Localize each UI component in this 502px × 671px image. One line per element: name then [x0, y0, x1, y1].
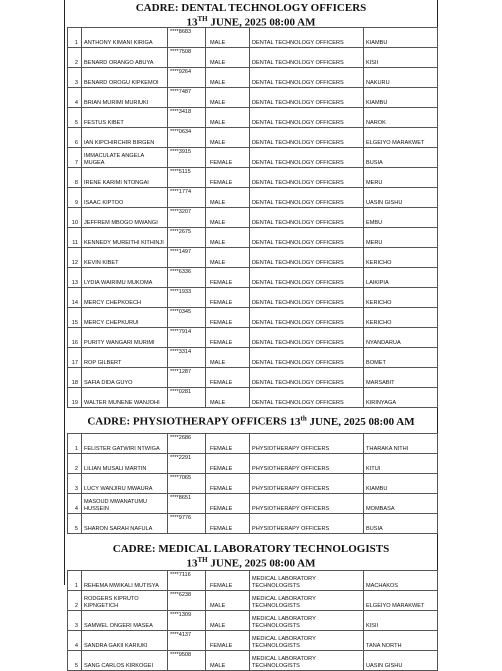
candidate-county: BOMET: [364, 348, 438, 368]
table-row: [68, 108, 438, 128]
row-number: 2: [68, 48, 82, 68]
cadre-title: CADRE: MEDICAL LABORATORY TECHNOLOGISTS: [112, 543, 390, 555]
candidate-county: LAIKIPIA: [364, 268, 438, 288]
candidate-county: MACHAKOS: [364, 571, 438, 591]
row-number: 4: [68, 631, 82, 651]
candidate-gender: FEMALE: [206, 268, 250, 288]
candidate-id: ****3418: [168, 108, 206, 128]
candidate-cadre: DENTAL TECHNOLOGY OFFICERS: [250, 88, 364, 108]
candidate-id: ****7487: [168, 88, 206, 108]
candidate-county: KERICHO: [364, 288, 438, 308]
row-number: 9: [68, 188, 82, 208]
table-row: [68, 631, 438, 651]
candidate-id: ****6336: [168, 268, 206, 288]
cadre-title: CADRE: PHYSIOTHERAPY OFFICERS: [87, 415, 290, 428]
table-row: [68, 68, 438, 88]
candidate-county: NAROK: [364, 108, 438, 128]
candidate-county: KIAMBU: [364, 474, 438, 494]
row-number: 16: [68, 328, 82, 348]
table-row: [68, 28, 438, 48]
candidate-gender: MALE: [206, 388, 250, 408]
candidate-gender: FEMALE: [206, 454, 250, 474]
candidate-gender: FEMALE: [206, 474, 250, 494]
table-row: [68, 494, 438, 514]
candidate-county: MOMBASA: [364, 494, 438, 514]
candidate-name: KENNEDY MUREITHI KITHINJI: [82, 228, 168, 248]
candidate-gender: FEMALE: [206, 494, 250, 514]
candidate-id: ****9776: [168, 514, 206, 534]
candidate-name: BENARD OROGU KIPKEMOI: [82, 68, 168, 88]
candidate-id: ****7508: [168, 48, 206, 68]
candidate-county: KIAMBU: [364, 88, 438, 108]
candidate-name: LUCY WANJIRU MWAURA: [82, 474, 168, 494]
candidate-county: MARSABIT: [364, 368, 438, 388]
candidate-id: ****1933: [168, 288, 206, 308]
candidate-id: ****5115: [168, 168, 206, 188]
row-number: 2: [68, 454, 82, 474]
table-row: [68, 368, 438, 388]
candidate-cadre: DENTAL TECHNOLOGY OFFICERS: [250, 28, 364, 48]
candidate-gender: MALE: [206, 348, 250, 368]
row-number: 2: [68, 591, 82, 611]
table-row: [68, 88, 438, 108]
table-row: [68, 148, 438, 168]
candidate-id: ****2291: [168, 454, 206, 474]
candidate-county: KISII: [364, 48, 438, 68]
candidate-name: MERCY CHEPKURUI: [82, 308, 168, 328]
candidate-cadre: DENTAL TECHNOLOGY OFFICERS: [250, 68, 364, 88]
candidate-cadre: MEDICAL LABORATORY TECHNOLOGISTS: [250, 631, 364, 651]
candidate-gender: FEMALE: [206, 308, 250, 328]
table-row: [68, 454, 438, 474]
candidate-name: KEVIN KIBET: [82, 248, 168, 268]
candidate-gender: MALE: [206, 88, 250, 108]
candidate-gender: FEMALE: [206, 631, 250, 651]
section-heading-dental: [65, 0, 437, 27]
interview-date: 13TH JUNE, 2025 08:00 AM: [186, 15, 316, 29]
candidate-name: PURITY WANGARI MURIMI: [82, 328, 168, 348]
candidate-gender: MALE: [206, 208, 250, 228]
row-number: 4: [68, 494, 82, 514]
candidate-id: ****4137: [168, 631, 206, 651]
table-row: [68, 188, 438, 208]
row-number: 1: [68, 571, 82, 591]
row-number: 7: [68, 148, 82, 168]
row-number: 12: [68, 248, 82, 268]
candidate-cadre: MEDICAL LABORATORY TECHNOLOGISTS: [250, 571, 364, 591]
candidate-cadre: PHYSIOTHERAPY OFFICERS: [250, 514, 364, 534]
row-number: 1: [68, 434, 82, 454]
candidates-table-medical-lab: [67, 570, 438, 671]
candidate-cadre: DENTAL TECHNOLOGY OFFICERS: [250, 168, 364, 188]
candidate-cadre: PHYSIOTHERAPY OFFICERS: [250, 434, 364, 454]
candidate-gender: MALE: [206, 228, 250, 248]
candidate-name: BENARD ORANGO ABUYA: [82, 48, 168, 68]
row-number: 13: [68, 268, 82, 288]
candidate-gender: FEMALE: [206, 168, 250, 188]
section-heading-medical-lab: [65, 534, 437, 570]
candidate-name: MASOUD MWANATUMU HUSSEIN: [82, 494, 168, 514]
candidate-cadre: DENTAL TECHNOLOGY OFFICERS: [250, 48, 364, 68]
candidate-name: IMMACULATE ANGELA MUGEA: [82, 148, 168, 168]
candidate-county: BUSIA: [364, 148, 438, 168]
candidate-gender: FEMALE: [206, 434, 250, 454]
candidate-cadre: PHYSIOTHERAPY OFFICERS: [250, 474, 364, 494]
candidate-gender: MALE: [206, 28, 250, 48]
candidate-id: ****8651: [168, 494, 206, 514]
candidate-county: UASIN GISHU: [364, 188, 438, 208]
candidate-county: KERICHO: [364, 308, 438, 328]
candidate-gender: MALE: [206, 108, 250, 128]
candidate-gender: FEMALE: [206, 514, 250, 534]
shortlist-document: [65, 0, 437, 671]
candidate-gender: FEMALE: [206, 288, 250, 308]
candidate-county: NYANDARUA: [364, 328, 438, 348]
table-row: [68, 388, 438, 408]
candidate-county: ELGEIYO MARAKWET: [364, 128, 438, 148]
row-number: 6: [68, 128, 82, 148]
candidate-id: ****3915: [168, 148, 206, 168]
candidate-cadre: DENTAL TECHNOLOGY OFFICERS: [250, 268, 364, 288]
candidate-county: ELGEIYO MARAKWET: [364, 591, 438, 611]
row-number: 3: [68, 474, 82, 494]
table-row: [68, 268, 438, 288]
candidate-id: ****2686: [168, 434, 206, 454]
row-number: 17: [68, 348, 82, 368]
candidate-cadre: DENTAL TECHNOLOGY OFFICERS: [250, 368, 364, 388]
candidate-county: MERU: [364, 168, 438, 188]
candidate-cadre: DENTAL TECHNOLOGY OFFICERS: [250, 188, 364, 208]
section-heading-physiotherapy: [65, 408, 437, 433]
candidate-id: ****7065: [168, 474, 206, 494]
candidate-county: KISII: [364, 611, 438, 631]
candidate-gender: FEMALE: [206, 571, 250, 591]
candidates-table-dental: [67, 27, 438, 408]
candidate-gender: MALE: [206, 651, 250, 671]
candidate-name: LYDIA WAIRIMU MUKOMA: [82, 268, 168, 288]
candidate-county: BUSIA: [364, 514, 438, 534]
table-row: [68, 308, 438, 328]
candidate-id: ****9508: [168, 651, 206, 671]
candidate-id: ****1774: [168, 188, 206, 208]
table-row: [68, 168, 438, 188]
candidate-cadre: DENTAL TECHNOLOGY OFFICERS: [250, 328, 364, 348]
candidate-county: KERICHO: [364, 248, 438, 268]
candidate-name: SAFIA DIDA GUYO: [82, 368, 168, 388]
candidate-id: ****6238: [168, 591, 206, 611]
table-row: [68, 514, 438, 534]
candidate-name: IAN KIPCHIRCHIR BIRGEN: [82, 128, 168, 148]
row-number: 5: [68, 514, 82, 534]
candidate-name: ANTHONY KIMANI KIRIGA: [82, 28, 168, 48]
candidate-name: SAMWEL ONGERI MASEA: [82, 611, 168, 631]
candidate-id: ****7116: [168, 571, 206, 591]
table-row: [68, 328, 438, 348]
row-number: 10: [68, 208, 82, 228]
candidate-name: IRENE KARIMI NTONGAI: [82, 168, 168, 188]
candidate-id: ****9264: [168, 68, 206, 88]
candidate-cadre: DENTAL TECHNOLOGY OFFICERS: [250, 208, 364, 228]
candidate-name: SANDRA GAKII KARIUKI: [82, 631, 168, 651]
table-row: [68, 651, 438, 671]
candidate-id: ****0281: [168, 388, 206, 408]
candidate-cadre: DENTAL TECHNOLOGY OFFICERS: [250, 148, 364, 168]
row-number: 8: [68, 168, 82, 188]
table-row: [68, 434, 438, 454]
candidate-cadre: DENTAL TECHNOLOGY OFFICERS: [250, 248, 364, 268]
interview-date: 13TH JUNE, 2025 08:00 AM: [186, 556, 316, 570]
candidate-name: SHARON SARAH NAFULA: [82, 514, 168, 534]
row-number: 5: [68, 651, 82, 671]
candidate-gender: MALE: [206, 188, 250, 208]
table-row: [68, 48, 438, 68]
interview-date: 13th JUNE, 2025 08:00 AM: [289, 414, 415, 428]
row-number: 11: [68, 228, 82, 248]
table-row: [68, 591, 438, 611]
row-number: 15: [68, 308, 82, 328]
candidate-name: REHEMA MWIKALI MUTISYA: [82, 571, 168, 591]
row-number: 18: [68, 368, 82, 388]
table-row: [68, 248, 438, 268]
candidate-name: SANG CARLOS KIRKOGEI: [82, 651, 168, 671]
candidate-gender: MALE: [206, 128, 250, 148]
candidate-gender: MALE: [206, 611, 250, 631]
candidate-name: BRIAN MURIMI MURIUKI: [82, 88, 168, 108]
row-number: 3: [68, 611, 82, 631]
candidate-name: ROP GILBERT: [82, 348, 168, 368]
table-row: [68, 128, 438, 148]
candidate-cadre: MEDICAL LABORATORY TECHNOLOGISTS: [250, 651, 364, 671]
candidate-gender: FEMALE: [206, 328, 250, 348]
candidate-county: NAKURU: [364, 68, 438, 88]
candidate-gender: MALE: [206, 48, 250, 68]
candidate-county: UASIN GISHU: [364, 651, 438, 671]
candidate-name: FELISTER GATWIRI NTWIGA: [82, 434, 168, 454]
row-number: 14: [68, 288, 82, 308]
candidates-table-physiotherapy: [67, 433, 438, 534]
row-number: 5: [68, 108, 82, 128]
candidate-county: EMBU: [364, 208, 438, 228]
candidate-cadre: DENTAL TECHNOLOGY OFFICERS: [250, 308, 364, 328]
candidate-cadre: MEDICAL LABORATORY TECHNOLOGISTS: [250, 611, 364, 631]
table-row: [68, 474, 438, 494]
candidate-id: ****1287: [168, 368, 206, 388]
candidate-name: RODGERS KIPRUTO KIPNGETICH: [82, 591, 168, 611]
row-number: 19: [68, 388, 82, 408]
candidate-id: ****8683: [168, 28, 206, 48]
candidate-county: KIRINYAGA: [364, 388, 438, 408]
candidate-county: THARAKA NITHI: [364, 434, 438, 454]
candidate-id: ****7914: [168, 328, 206, 348]
candidate-id: ****1497: [168, 248, 206, 268]
table-row: [68, 611, 438, 631]
table-row: [68, 571, 438, 591]
row-number: 3: [68, 68, 82, 88]
candidate-cadre: DENTAL TECHNOLOGY OFFICERS: [250, 348, 364, 368]
candidate-gender: FEMALE: [206, 148, 250, 168]
candidate-name: JEFFREM MBOGO MWANGI: [82, 208, 168, 228]
candidate-county: KIAMBU: [364, 28, 438, 48]
candidate-id: ****3314: [168, 348, 206, 368]
table-row: [68, 228, 438, 248]
candidate-cadre: DENTAL TECHNOLOGY OFFICERS: [250, 128, 364, 148]
candidate-gender: MALE: [206, 591, 250, 611]
candidate-gender: FEMALE: [206, 368, 250, 388]
candidate-id: ****0345: [168, 308, 206, 328]
candidate-cadre: DENTAL TECHNOLOGY OFFICERS: [250, 228, 364, 248]
candidate-id: ****1309: [168, 611, 206, 631]
table-row: [68, 208, 438, 228]
candidate-cadre: DENTAL TECHNOLOGY OFFICERS: [250, 288, 364, 308]
candidate-county: KITUI: [364, 454, 438, 474]
candidate-id: ****2675: [168, 228, 206, 248]
candidate-cadre: PHYSIOTHERAPY OFFICERS: [250, 454, 364, 474]
candidate-name: MERCY CHEPKOECH: [82, 288, 168, 308]
candidate-county: MERU: [364, 228, 438, 248]
candidate-cadre: DENTAL TECHNOLOGY OFFICERS: [250, 388, 364, 408]
candidate-name: ISAAC KIPTOO: [82, 188, 168, 208]
candidate-gender: MALE: [206, 248, 250, 268]
table-row: [68, 288, 438, 308]
candidate-county: TANA NORTH: [364, 631, 438, 651]
candidate-id: ****3207: [168, 208, 206, 228]
candidate-id: ****0634: [168, 128, 206, 148]
candidate-name: WALTER MUNENE WANJOHI: [82, 388, 168, 408]
candidate-cadre: PHYSIOTHERAPY OFFICERS: [250, 494, 364, 514]
table-row: [68, 348, 438, 368]
row-number: 4: [68, 88, 82, 108]
cadre-title: CADRE: DENTAL TECHNOLOGY OFFICERS: [135, 2, 367, 14]
candidate-cadre: MEDICAL LABORATORY TECHNOLOGISTS: [250, 591, 364, 611]
candidate-name: LILIAN MUSALI MARTIN: [82, 454, 168, 474]
row-number: 1: [68, 28, 82, 48]
candidate-name: FESTUS KIBET: [82, 108, 168, 128]
candidate-cadre: DENTAL TECHNOLOGY OFFICERS: [250, 108, 364, 128]
candidate-gender: MALE: [206, 68, 250, 88]
